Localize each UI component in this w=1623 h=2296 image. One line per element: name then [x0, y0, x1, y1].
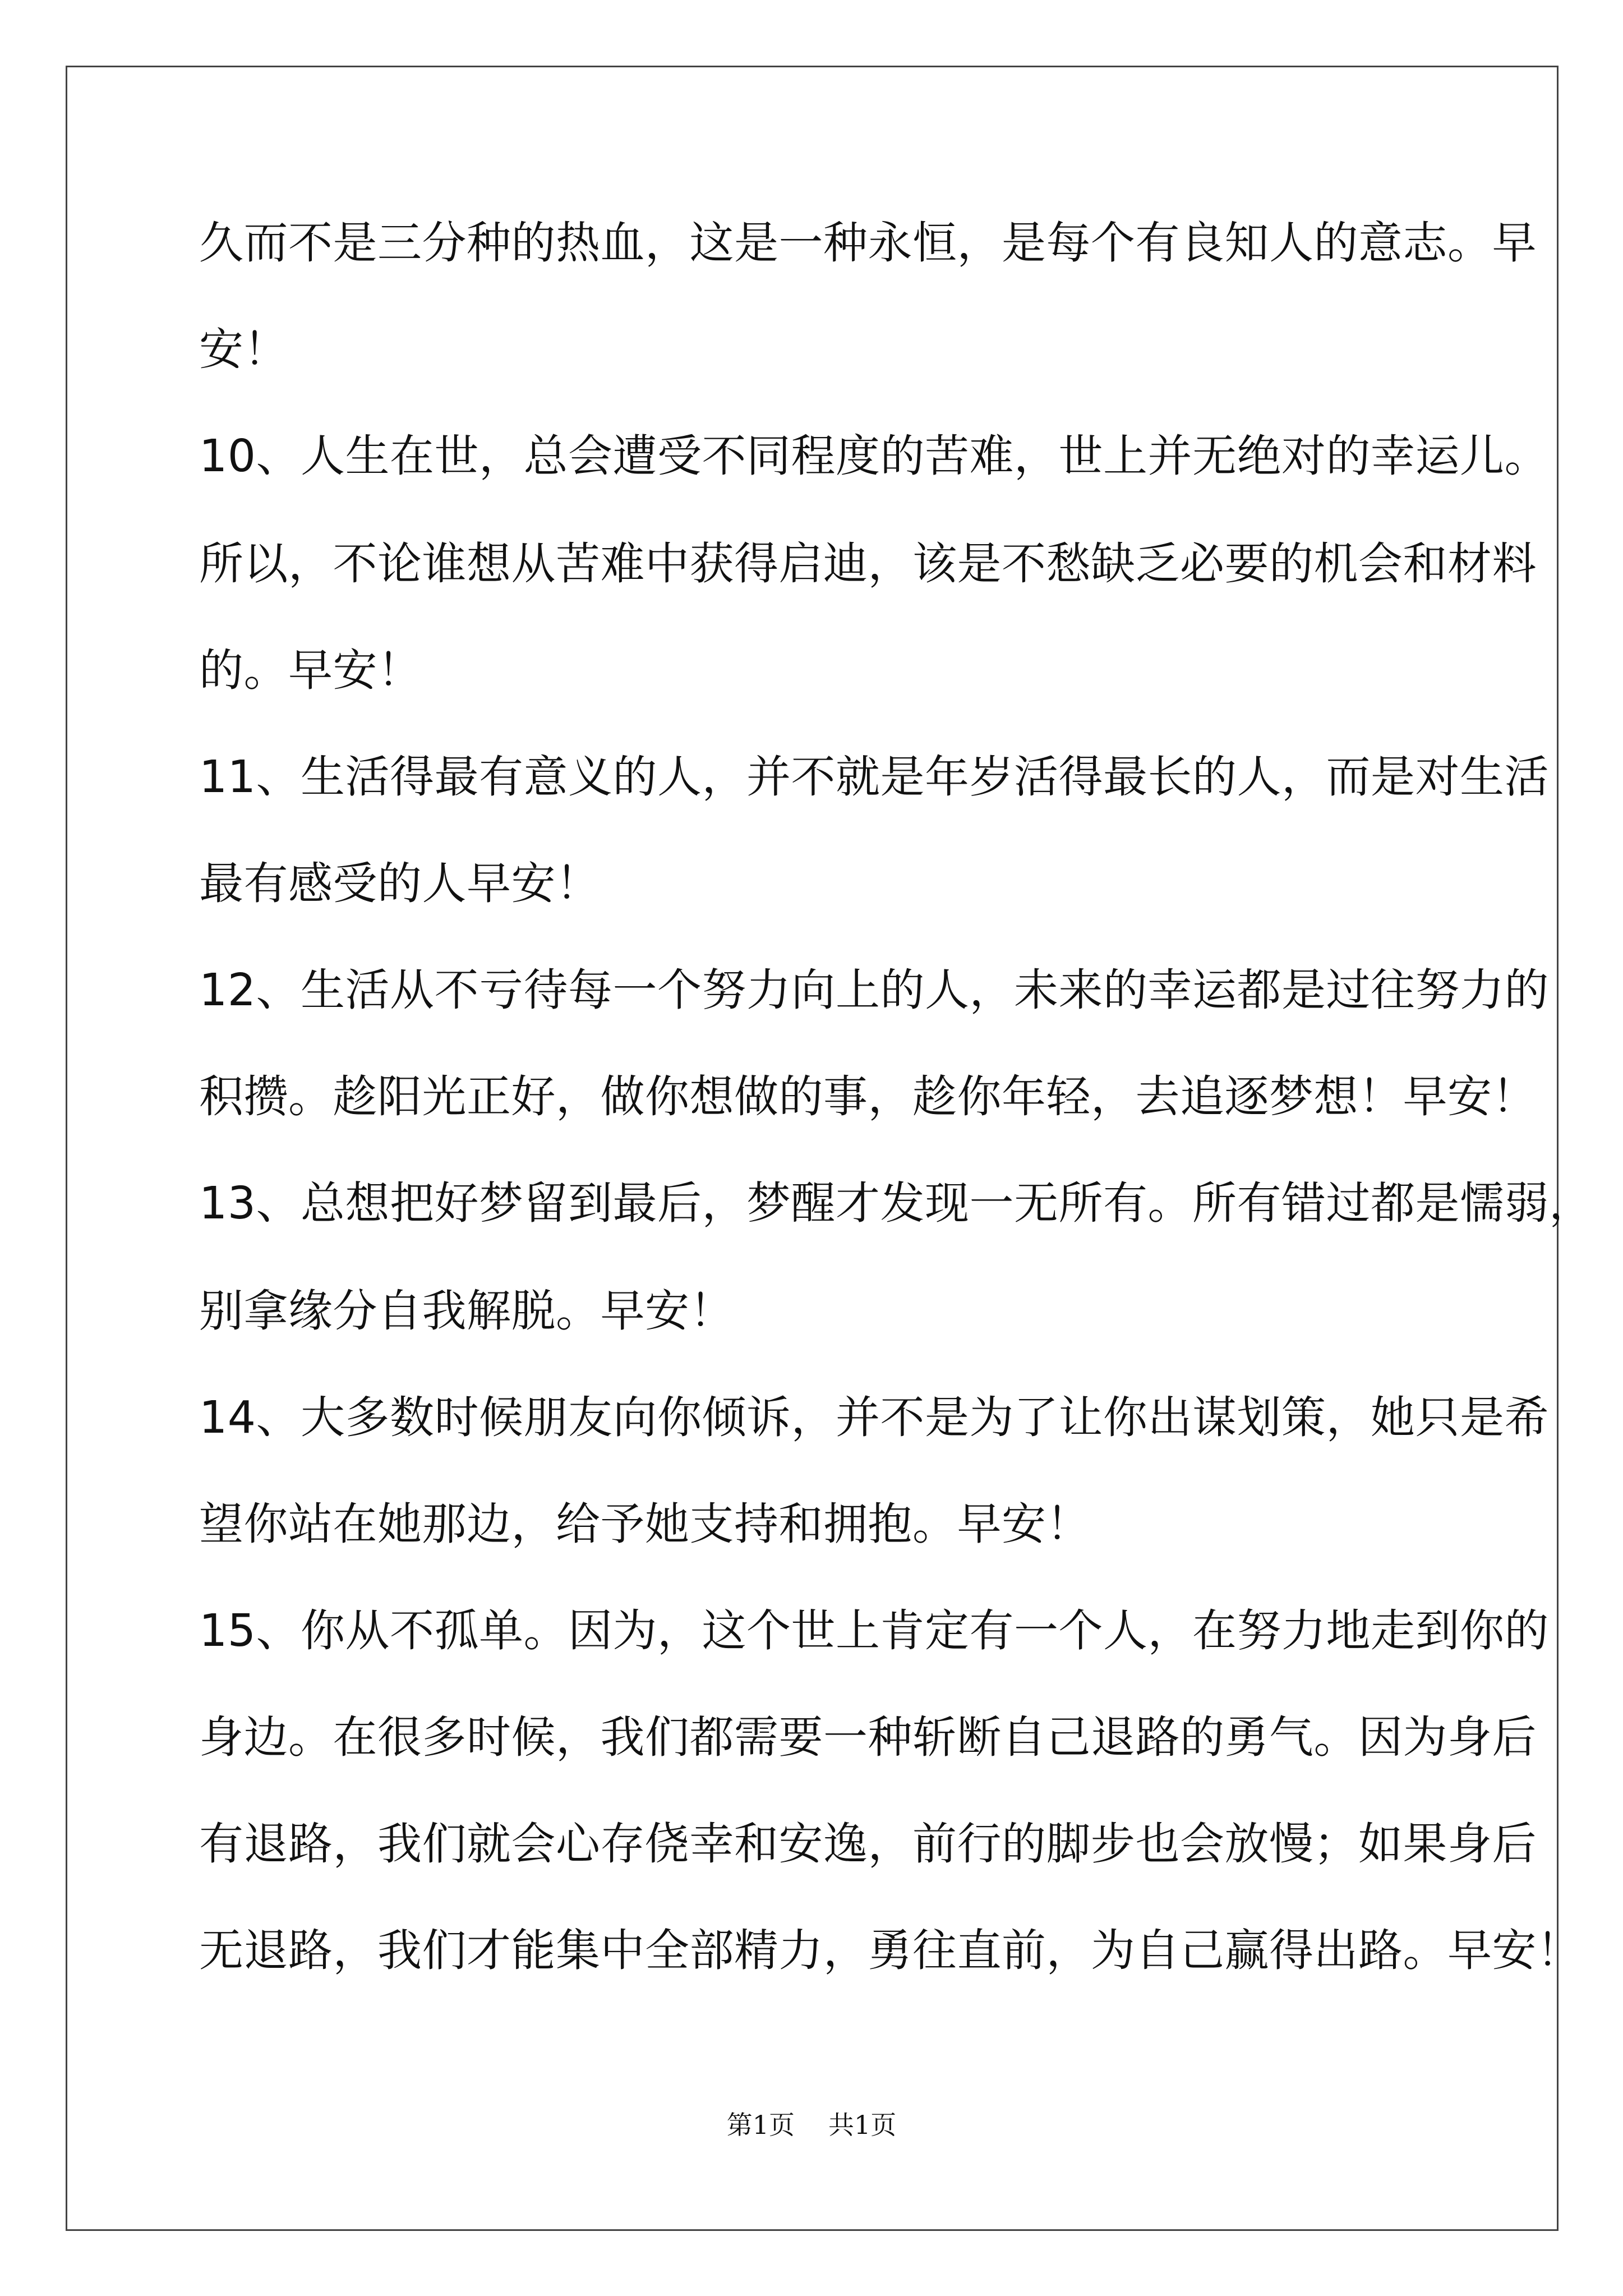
text-line: 的。早安！: [199, 645, 422, 696]
text-line: 所以，不论谁想从苦难中获得启迪，该是不愁缺乏必要的机会和材料: [199, 538, 1537, 590]
text-line: 无退路，我们才能集中全部精力，勇往直前，为自己赢得出路。早安！: [199, 1925, 1581, 1976]
text-line: 积攒。趁阳光正好，做你想做的事，趁你年轻，去追逐梦想！早安！: [199, 1071, 1537, 1122]
text-line: 望你站在她那边，给予她支持和拥抱。早安！: [199, 1498, 1091, 1550]
text-line: 13、总想把好梦留到最后，梦醒才发现一无所有。所有错过都是懦弱，: [199, 1177, 1594, 1229]
page-footer: [0, 2108, 1623, 2142]
text-line: 别拿缘分自我解脱。早安！: [199, 1285, 734, 1337]
text-line: 久而不是三分种的热血，这是一种永恒，是每个有良知人的意志。早: [199, 217, 1537, 269]
text-line: 有退路，我们就会心存侥幸和安逸，前行的脚步也会放慢；如果身后: [199, 1818, 1537, 1870]
page-number-total: 共1页: [828, 2110, 897, 2140]
text-line: 安！: [199, 324, 288, 375]
text-line: 14、大多数时候朋友向你倾诉，并不是为了让你出谋划策，她只是希: [199, 1392, 1550, 1443]
text-line: 10、人生在世，总会遭受不同程度的苦难，世上并无绝对的幸运儿。: [199, 430, 1550, 482]
text-line: 15、你从不孤单。因为，这个世上肯定有一个人，在努力地走到你的: [199, 1605, 1550, 1657]
page-number-current: 第1页: [726, 2110, 795, 2140]
text-line: 最有感受的人早安！: [199, 858, 601, 909]
page-border: [66, 66, 1559, 2231]
text-line: 身边。在很多时候，我们都需要一种斩断自己退路的勇气。因为身后: [199, 1711, 1537, 1763]
text-line: 12、生活从不亏待每一个努力向上的人，未来的幸运都是过往努力的: [199, 964, 1550, 1016]
text-line: 11、生活得最有意义的人，并不就是年岁活得最长的人，而是对生活: [199, 751, 1550, 803]
